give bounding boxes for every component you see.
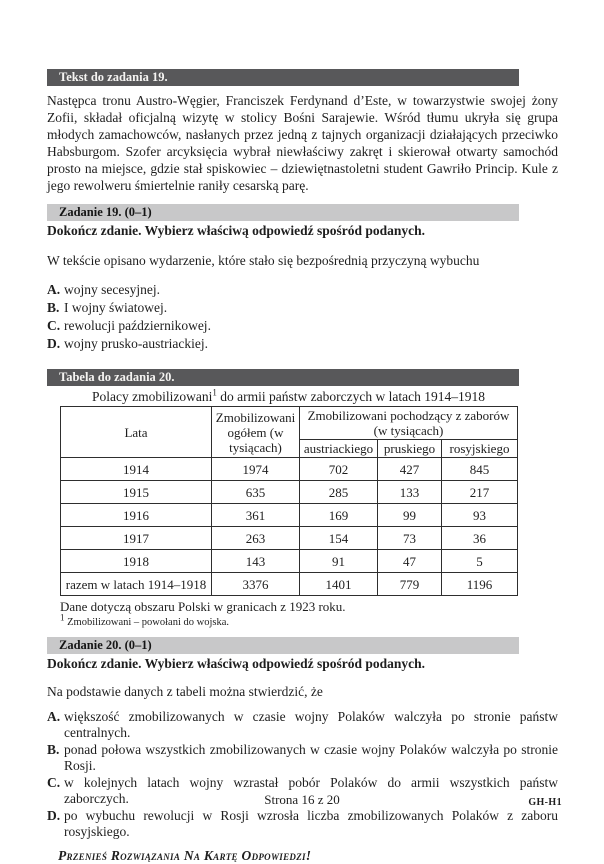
task-20-header bbox=[47, 637, 519, 654]
task-19-header-label: Zadanie 19. (0–1) bbox=[59, 205, 152, 219]
table-caption-footnote-marker: 1 bbox=[212, 387, 217, 398]
col-header-years: Lata bbox=[61, 407, 212, 458]
table-row-1916 bbox=[61, 504, 518, 527]
exam-code: GH-H1 bbox=[528, 797, 562, 808]
cell-prussian: 779 bbox=[378, 573, 442, 596]
task-19-option-a bbox=[47, 281, 558, 298]
cell-russian: 93 bbox=[442, 504, 518, 527]
cell-prussian: 99 bbox=[378, 504, 442, 527]
col-header-prussian: pruskiego bbox=[378, 440, 442, 458]
transfer-answers-note: Przenieś Rozwiązania Na Kartę Odpowiedzi! bbox=[58, 848, 312, 863]
task-20-option-b bbox=[47, 742, 558, 773]
option-letter: C. bbox=[47, 318, 61, 333]
task-19-option-d bbox=[47, 335, 558, 352]
section-header-text-19-label: Tekst do zadania 19. bbox=[59, 70, 168, 84]
cell-prussian: 427 bbox=[378, 458, 442, 481]
table-row-1915 bbox=[61, 481, 518, 504]
task-20-options bbox=[47, 709, 558, 839]
table-row-1914 bbox=[61, 458, 518, 481]
option-letter: D. bbox=[47, 336, 61, 351]
col-header-russian: rosyjskiego bbox=[442, 440, 518, 458]
section-header-table-20 bbox=[47, 369, 519, 386]
task-19-option-b bbox=[47, 299, 558, 316]
option-text: rewolucji październikowej. bbox=[64, 318, 211, 333]
task-19-header bbox=[47, 204, 519, 221]
cell-year: 1917 bbox=[61, 527, 212, 550]
section-header-text-19 bbox=[47, 69, 519, 86]
cell-russian: 845 bbox=[442, 458, 518, 481]
option-letter: B. bbox=[47, 742, 60, 757]
option-text: I wojny światowej. bbox=[64, 300, 168, 315]
cell-russian: 1196 bbox=[442, 573, 518, 596]
cell-austrian: 1401 bbox=[300, 573, 378, 596]
option-text: ponad połowa wszystkich zmobilizowanych w czasie wojny Polaków walczyła po stronie Rosji. bbox=[64, 742, 558, 773]
option-letter: C. bbox=[47, 775, 61, 790]
cell-austrian: 91 bbox=[300, 550, 378, 573]
table-row-1917 bbox=[61, 527, 518, 550]
cell-year: 1914 bbox=[61, 458, 212, 481]
cell-total: 3376 bbox=[212, 573, 300, 596]
option-letter: D. bbox=[47, 808, 61, 823]
cell-austrian: 154 bbox=[300, 527, 378, 550]
cell-prussian: 73 bbox=[378, 527, 442, 550]
cell-russian: 36 bbox=[442, 527, 518, 550]
cell-year: razem w latach 1914–1918 bbox=[61, 573, 212, 596]
cell-total: 1974 bbox=[212, 458, 300, 481]
col-header-partitions-group: Zmobilizowani pochodzący z zaborów (w tysiącach) bbox=[300, 407, 518, 440]
footnote-marker: 1 bbox=[60, 612, 65, 623]
table-caption-text-suffix: do armii państw zaborczych w latach 1914–1918 bbox=[216, 389, 485, 404]
table-caption-text: Polacy zmobilizowani bbox=[92, 389, 213, 404]
table-row-1918 bbox=[61, 550, 518, 573]
col-header-total: Zmobilizowani ogółem (w tysiącach) bbox=[212, 407, 300, 458]
option-text: wojny secesyjnej. bbox=[64, 282, 160, 297]
task-19-options bbox=[47, 281, 558, 352]
option-text: większość zmobilizowanych w czasie wojny Polaków walczyła po stronie państw centralnych. bbox=[64, 709, 558, 740]
cell-russian: 217 bbox=[442, 481, 518, 504]
cell-total: 143 bbox=[212, 550, 300, 573]
option-letter: A. bbox=[47, 282, 61, 297]
footnote-text: Zmobilizowani – powołani do wojska. bbox=[67, 617, 229, 628]
cell-prussian: 133 bbox=[378, 481, 442, 504]
mobilization-table bbox=[60, 406, 518, 596]
option-letter: B. bbox=[47, 300, 60, 315]
task-20-option-d bbox=[47, 808, 558, 839]
option-text: po wybuchu rewolucji w Rosji wzrosła liczba zmobilizowanych Polaków z zaboru rosyjskiego. bbox=[64, 808, 558, 839]
cell-year: 1916 bbox=[61, 504, 212, 527]
cell-austrian: 702 bbox=[300, 458, 378, 481]
cell-total: 263 bbox=[212, 527, 300, 550]
table-caption bbox=[60, 389, 517, 405]
section-header-table-20-label: Tabela do zadania 20. bbox=[59, 370, 175, 384]
task-20-header-label: Zadanie 20. (0–1) bbox=[59, 638, 152, 652]
task-19-option-c bbox=[47, 317, 558, 334]
option-text: wojny prusko-austriackiej. bbox=[64, 336, 208, 351]
table-footnote bbox=[60, 612, 558, 629]
col-header-austrian: austriackiego bbox=[300, 440, 378, 458]
table-data-note: Dane dotyczą obszaru Polski w granicach z 1923 roku. bbox=[60, 599, 346, 614]
cell-total: 635 bbox=[212, 481, 300, 504]
page-number: Strona 16 z 20 bbox=[264, 792, 340, 807]
table-header-row-1 bbox=[61, 407, 518, 440]
table-row-total bbox=[61, 573, 518, 596]
cell-total: 361 bbox=[212, 504, 300, 527]
option-letter: A. bbox=[47, 709, 61, 724]
task-20-stem: Na podstawie danych z tabeli można stwierdzić, że bbox=[47, 684, 323, 699]
task-20-option-a bbox=[47, 709, 558, 740]
task-19-stem: W tekście opisano wydarzenie, które stało się bezpośrednią przyczyną wybuchu bbox=[47, 253, 480, 268]
task-20-instruction: Dokończ zdanie. Wybierz właściwą odpowiedź spośród podanych. bbox=[47, 656, 426, 671]
cell-year: 1915 bbox=[61, 481, 212, 504]
cell-austrian: 169 bbox=[300, 504, 378, 527]
cell-austrian: 285 bbox=[300, 481, 378, 504]
source-text-19: Następca tronu Austro-Węgier, Franciszek Ferdynand d’Este, w towarzystwie swojej żony Zofii, składał oficjalną wizytę w stolicy Bośni Sarajewie. Wśród tłumu ukryła się grupa młodych zamachowców, nasłanych przez jedną z tajnych organizacji działających przeciwko Habsburgom. Szofer arcyksięcia wybrał niewłaściwy zakręt i skierował otwarty samochód prosto na miejsce, gdzie stał spiskowiec – dziewiętnastoletni student Gawriło Princip. Kule z jego rewolweru śmiertelnie raniły cesarską parę. bbox=[47, 93, 558, 193]
cell-russian: 5 bbox=[442, 550, 518, 573]
option-text: w kolejnych latach wojny wzrastał pobór Polaków do armii wszystkich państw zaborczych. bbox=[64, 775, 558, 806]
task-19-instruction: Dokończ zdanie. Wybierz właściwą odpowiedź spośród podanych. bbox=[47, 223, 426, 238]
cell-prussian: 47 bbox=[378, 550, 442, 573]
cell-year: 1918 bbox=[61, 550, 212, 573]
